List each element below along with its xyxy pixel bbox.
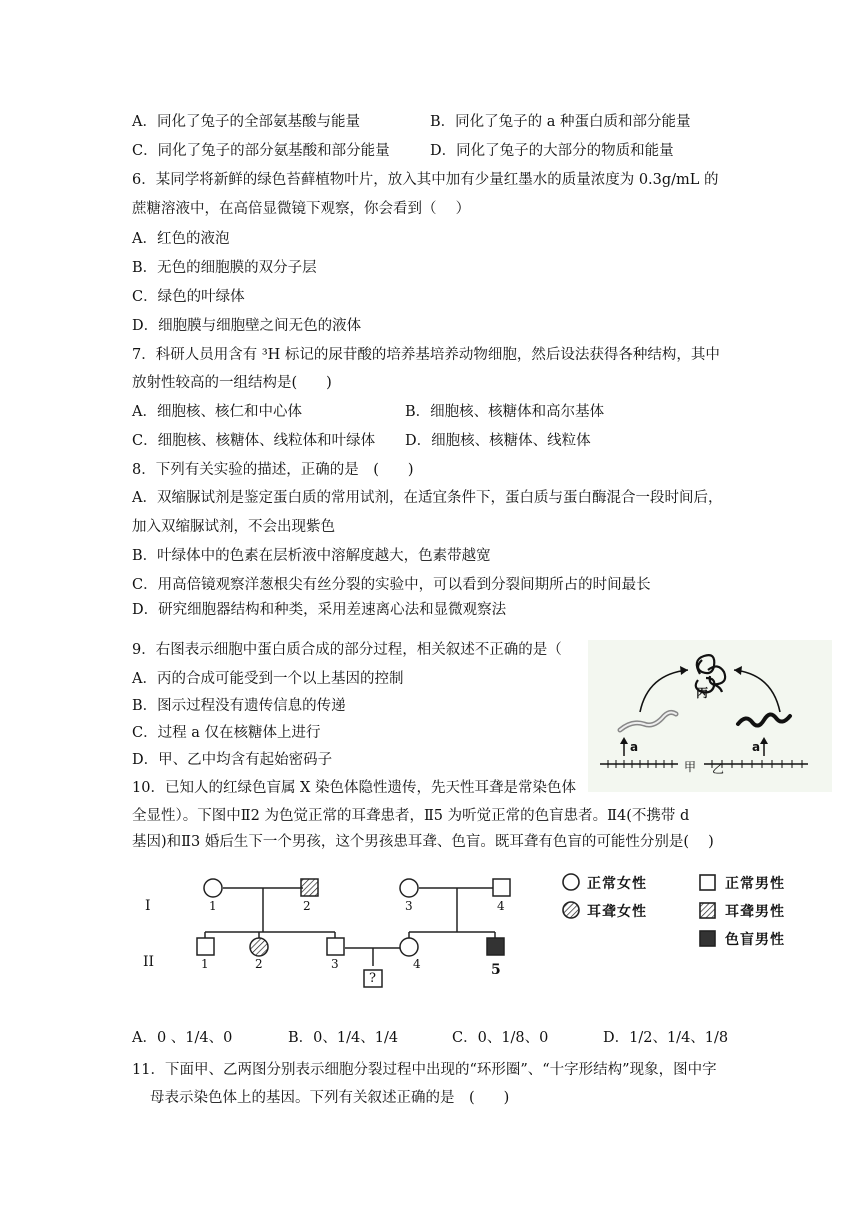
q9-option-c: C．过程 a 仅在核糖体上进行 bbox=[132, 725, 321, 741]
i1-number: 1 bbox=[209, 899, 217, 913]
label-arrow-a-right: a bbox=[752, 740, 761, 754]
arrow-left-curve bbox=[640, 670, 688, 712]
q7-option-a: A．细胞核、核仁和中心体 bbox=[132, 404, 302, 420]
legend-deaf-male: 耳聋男性 bbox=[725, 904, 785, 920]
q7-option-c: C．细胞核、核糖体、线粒体和叶绿体 bbox=[132, 433, 376, 449]
legend-circle-deaf bbox=[563, 902, 579, 918]
q9-option-d: D．甲、乙中均含有起始密码子 bbox=[132, 752, 333, 768]
pedigree-chart bbox=[135, 866, 835, 996]
protein-synthesis-diagram bbox=[588, 640, 832, 792]
legend-circle-normal bbox=[563, 874, 579, 890]
generation-ii-label: II bbox=[143, 954, 155, 970]
label-jia: 甲 bbox=[684, 760, 697, 774]
i1-normal-female bbox=[204, 879, 222, 897]
ii4-number: 4 bbox=[413, 957, 421, 971]
q8-option-a-line2: 加入双缩脲试剂，不会出现紫色 bbox=[132, 519, 335, 535]
q10-stem-line1: 10．已知人的红绿色盲属 X 染色体隐性遗传，先天性耳聋是常染色体 bbox=[132, 780, 576, 796]
ii5-colorblind-male bbox=[487, 938, 504, 955]
q6-stem-line1: 6．某同学将新鲜的绿色苔藓植物叶片，放入其中加有少量红墨水的质量浓度为 0.3g/mL 的 bbox=[132, 172, 719, 188]
ii2-number: 2 bbox=[255, 957, 263, 971]
i2-number: 2 bbox=[303, 899, 311, 913]
q8-option-c: C．用高倍镜观察洋葱根尖有丝分裂的实验中，可以看到分裂间期所占的时间最长 bbox=[132, 577, 651, 593]
q11-stem-line2: 母表示染色体上的基因。下列有关叙述正确的是 ( ) bbox=[150, 1090, 510, 1106]
unknown-child-mark: ? bbox=[369, 971, 376, 986]
q10-stem-line3: 基因)和Ⅱ3 婚后生下一个男孩，这个男孩患耳聋、色盲。既耳聋有色盲的可能性分别是( ) bbox=[132, 834, 714, 850]
q6-option-c: C．绿色的叶绿体 bbox=[132, 289, 245, 305]
q9-stem: 9．右图表示细胞中蛋白质合成的部分过程，相关叙述不正确的是（ bbox=[132, 642, 562, 658]
ii2-deaf-female bbox=[250, 938, 268, 956]
q9-option-b: B．图示过程没有遗传信息的传递 bbox=[132, 698, 346, 714]
arrow-right-curve bbox=[734, 670, 780, 712]
ii3-normal-male bbox=[327, 938, 344, 955]
q5-option-c: C．同化了兔子的部分氨基酸和部分能量 bbox=[132, 143, 390, 159]
legend-normal-female: 正常女性 bbox=[587, 876, 647, 892]
q5-option-a: A．同化了兔子的全部氨基酸与能量 bbox=[132, 114, 360, 130]
q8-option-a-line1: A．双缩脲试剂是鉴定蛋白质的常用试剂，在适宜条件下，蛋白质与蛋白酶混合一段时间后， bbox=[132, 490, 723, 506]
q7-option-d: D．细胞核、核糖体、线粒体 bbox=[405, 433, 591, 449]
protein-synthesis-figure bbox=[588, 640, 832, 792]
q8-option-d: D．研究细胞器结构和种类，采用差速离心法和显微观察法 bbox=[132, 602, 507, 618]
legend-square-normal bbox=[700, 875, 715, 890]
q8-stem: 8．下列有关实验的描述，正确的是 ( ) bbox=[132, 462, 414, 478]
ii3-number: 3 bbox=[331, 957, 339, 971]
q11-stem-line1: 11．下面甲、乙两图分别表示细胞分裂过程中出现的“环形圈”、“十字形结构”现象，图中字 bbox=[132, 1062, 717, 1078]
q10-option-d: D．1/2、1/4、1/8 bbox=[603, 1030, 729, 1046]
i4-number: 4 bbox=[497, 899, 505, 913]
legend-colorblind-male: 色盲男性 bbox=[725, 932, 785, 948]
polypeptide-yi bbox=[738, 714, 790, 725]
legend-square-deaf bbox=[700, 903, 715, 918]
ii1-number: 1 bbox=[201, 957, 209, 971]
label-arrow-a-left: a bbox=[630, 740, 639, 754]
q5-option-d: D．同化了兔子的大部分的物质和能量 bbox=[430, 143, 674, 159]
legend-square-colorblind bbox=[700, 931, 715, 946]
label-bing: 丙 bbox=[696, 686, 709, 700]
i2-deaf-male bbox=[301, 879, 318, 896]
q7-stem-line2: 放射性较高的一组结构是( ) bbox=[132, 375, 332, 391]
q6-option-d: D．细胞膜与细胞壁之间无色的液体 bbox=[132, 318, 362, 334]
q10-option-a: A．0 、1/4、0 bbox=[132, 1030, 233, 1046]
generation-i-label: I bbox=[145, 898, 151, 914]
q6-option-b: B．无色的细胞膜的双分子层 bbox=[132, 260, 317, 276]
q10-option-c: C．0、1/8、0 bbox=[452, 1030, 549, 1046]
q6-stem-line2: 蔗糖溶液中，在高倍显微镜下观察，你会看到（ ） bbox=[132, 201, 471, 217]
q10-stem-line2: 全显性）。下图中Ⅱ2 为色觉正常的耳聋患者，Ⅱ5 为听觉正常的色盲患者。Ⅱ4(不携带 d bbox=[132, 808, 690, 824]
ii4-normal-female bbox=[400, 938, 418, 956]
q6-option-a: A．红色的液泡 bbox=[132, 231, 230, 247]
label-yi: 乙 bbox=[712, 762, 725, 776]
q8-option-b: B．叶绿体中的色素在层析液中溶解度越大，色素带越宽 bbox=[132, 548, 491, 564]
polypeptide-jia bbox=[620, 712, 676, 730]
i3-number: 3 bbox=[405, 899, 413, 913]
q5-option-b: B．同化了兔子的 a 种蛋白质和部分能量 bbox=[430, 114, 691, 130]
ii1-normal-male bbox=[197, 938, 214, 955]
q10-option-b: B．0、1/4、1/4 bbox=[288, 1030, 399, 1046]
q7-stem-line1: 7．科研人员用含有 ³H 标记的尿苷酸的培养基培养动物细胞，然后设法获得各种结构，其中 bbox=[132, 347, 720, 363]
ii5-number: 5 bbox=[491, 962, 501, 978]
q9-option-a: A．丙的合成可能受到一个以上基因的控制 bbox=[132, 671, 404, 687]
i3-normal-female bbox=[400, 879, 418, 897]
i4-normal-male bbox=[493, 879, 510, 896]
legend-normal-male: 正常男性 bbox=[725, 876, 785, 892]
legend-deaf-female: 耳聋女性 bbox=[587, 904, 647, 920]
q7-option-b: B．细胞核、核糖体和高尔基体 bbox=[405, 404, 605, 420]
